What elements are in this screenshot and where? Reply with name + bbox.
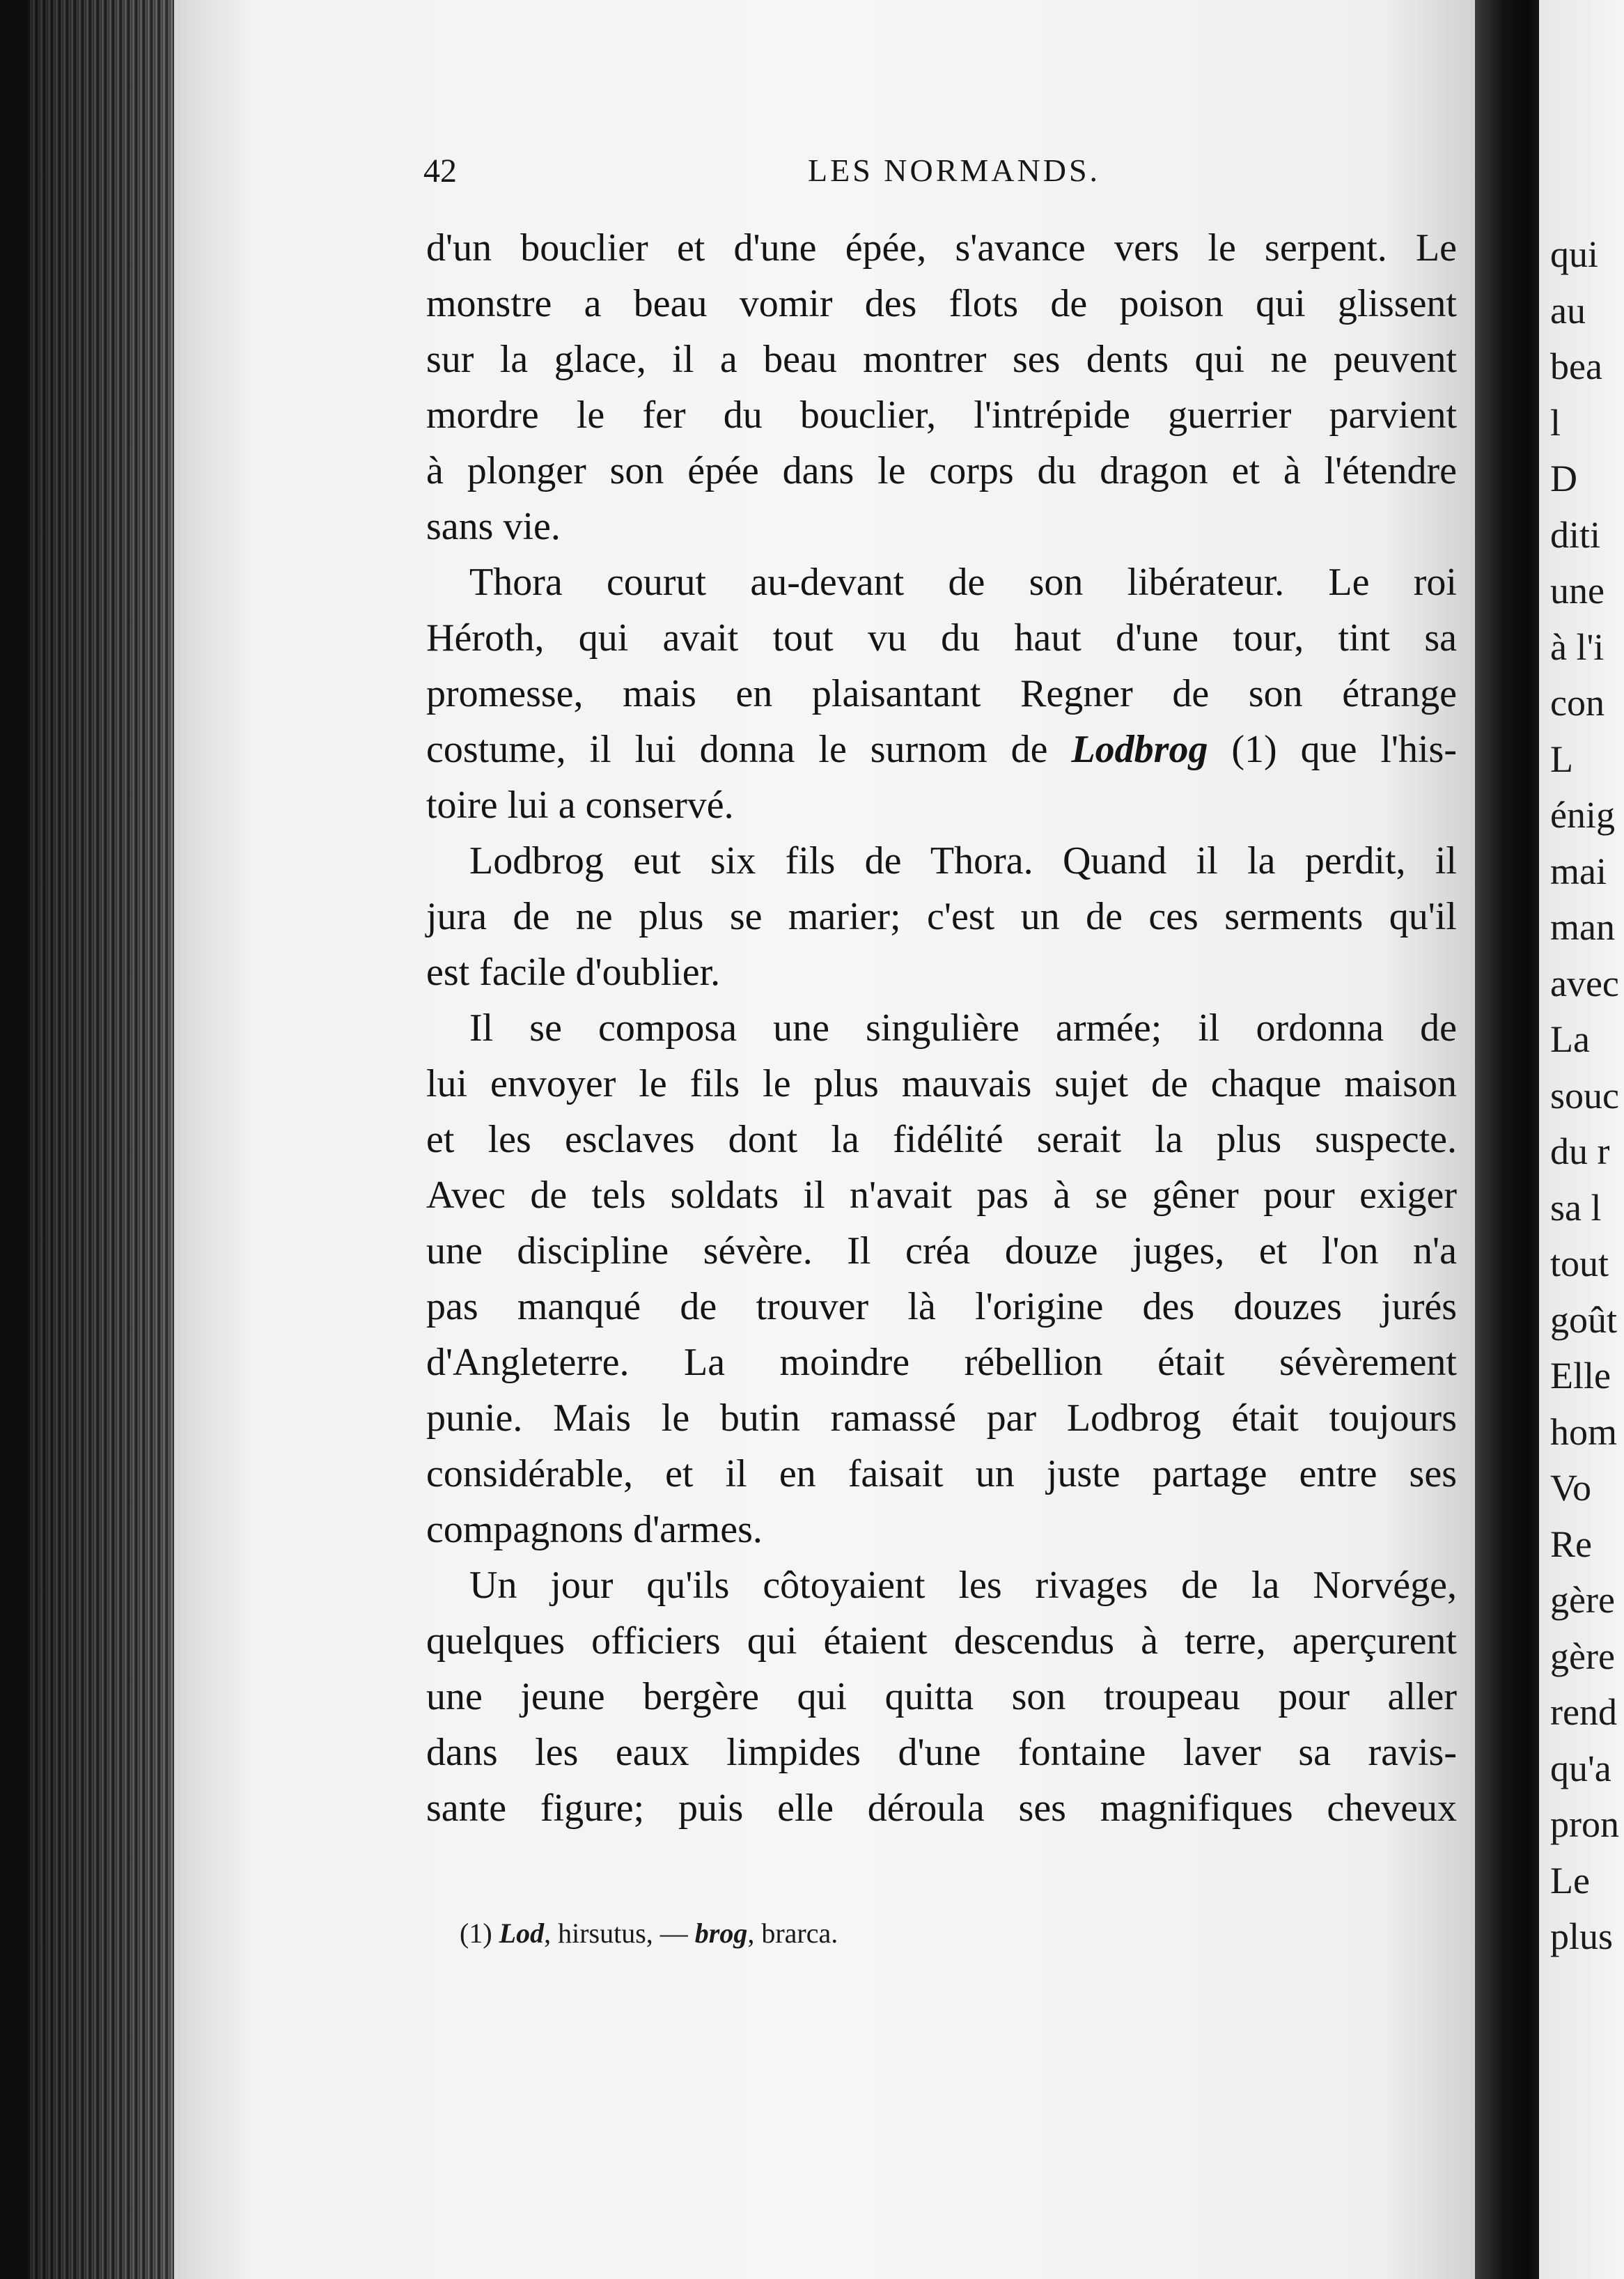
right-page-fragment: souc xyxy=(1550,1074,1619,1117)
text-line: quelques officiers qui étaient descendus à terre, aperçurent xyxy=(426,1619,1457,1663)
right-page-fragment: con xyxy=(1550,682,1605,724)
right-page-fragment: au xyxy=(1550,289,1586,332)
right-page-fragment: rend xyxy=(1550,1691,1617,1733)
text-line: une discipline sévère. Il créa douze juges, et l'on n'a xyxy=(426,1229,1457,1273)
text-line: considérable, et il en faisait un juste partage entre ses xyxy=(426,1452,1457,1495)
running-title: LES NORMANDS. xyxy=(808,153,1101,188)
right-page-fragment: La xyxy=(1550,1018,1590,1060)
text-line: et les esclaves dont la fidélité serait la plus suspecte. xyxy=(426,1118,1457,1161)
text-line: sur la glace, il a beau montrer ses dents qui ne peuvent xyxy=(426,338,1457,381)
footnote-marker: (1) xyxy=(460,1918,492,1949)
text-line: sans vie. xyxy=(426,505,561,548)
right-page-fragment: diti xyxy=(1550,513,1601,556)
text-line: promesse, mais en plaisantant Regner de son étrange xyxy=(426,672,1457,715)
right-page-fragment: Le xyxy=(1550,1859,1590,1901)
text-line: à plonger son épée dans le corps du dragon et à l'étendre xyxy=(426,449,1457,492)
text-line: dans les eaux limpides d'une fontaine laver sa ravis- xyxy=(426,1731,1457,1774)
text-line: compagnons d'armes. xyxy=(426,1508,763,1551)
right-page-fragment: man xyxy=(1550,906,1615,948)
text-line: une jeune bergère qui quitta son troupeau pour aller xyxy=(426,1675,1457,1718)
footnote-text: , brarca. xyxy=(747,1918,838,1949)
right-page-fragment: bea xyxy=(1550,345,1602,387)
right-page-fragment: gère xyxy=(1550,1579,1615,1621)
footnote-term: Lod xyxy=(499,1918,545,1949)
text-line: Avec de tels soldats il n'avait pas à se gêner pour exiger xyxy=(426,1174,1457,1217)
right-page-fragment: D xyxy=(1550,458,1577,499)
right-page-fragment: une xyxy=(1550,570,1605,612)
right-page-fragment: plus xyxy=(1550,1915,1614,1957)
text-line: d'un bouclier et d'une épée, s'avance vers le serpent. Le xyxy=(426,226,1457,270)
text-line xyxy=(426,727,1457,772)
right-page-fragment: hom xyxy=(1550,1410,1618,1453)
footnote-text: , hirsutus, — xyxy=(544,1918,695,1949)
text-line: Thora courut au-devant de son libérateur. Le roi xyxy=(469,561,1457,604)
right-page-fragment: mai xyxy=(1550,850,1607,892)
right-page-fragment: qu'a xyxy=(1550,1747,1611,1789)
text-line: est facile d'oublier. xyxy=(426,951,721,994)
footnote-term: brog xyxy=(694,1918,748,1949)
text-line: punie. Mais le butin ramassé par Lodbrog était toujours xyxy=(426,1397,1457,1440)
right-page-fragment: qui xyxy=(1550,233,1599,275)
text-line: pas manqué de trouver là l'origine des douzes jurés xyxy=(426,1285,1457,1328)
text-line: mordre le fer du bouclier, l'intrépide guerrier parvient xyxy=(426,394,1457,437)
right-page-fragment: sa l xyxy=(1550,1186,1602,1229)
footnote xyxy=(460,1917,838,1950)
right-page-fragment: énig xyxy=(1550,794,1615,836)
right-page-fragment: Re xyxy=(1550,1523,1592,1565)
text-line: monstre a beau vomir des flots de poison qui glissent xyxy=(426,282,1457,325)
right-page-fragment: gère xyxy=(1550,1635,1615,1677)
text-line: Il se composa une singulière armée; il ordonna de xyxy=(469,1006,1457,1050)
right-page-fragment: du r xyxy=(1550,1130,1610,1172)
page-number: 42 xyxy=(423,153,457,189)
right-page-fragment: Elle xyxy=(1550,1355,1611,1397)
right-page-fragment: tout xyxy=(1550,1243,1609,1284)
right-page-fragment: Vo xyxy=(1550,1467,1592,1509)
right-page-fragment: goût xyxy=(1550,1298,1618,1341)
text-line: toire lui a conservé. xyxy=(426,784,734,827)
right-page-fragment: l xyxy=(1550,401,1561,444)
text-line: d'Angleterre. La moindre rébellion était sévèrement xyxy=(426,1341,1457,1384)
text-line: sante figure; puis elle déroula ses magnifiques cheveux xyxy=(426,1787,1457,1830)
text-line: Un jour qu'ils côtoyaient les rivages de la Norvége, xyxy=(469,1564,1457,1607)
line-text: (1) que l'his- xyxy=(1208,728,1457,771)
right-page-fragment: avec xyxy=(1550,962,1619,1004)
line-text: costume, il lui donna le surnom de xyxy=(426,728,1072,771)
right-page-fragment: à l'i xyxy=(1550,625,1605,668)
right-page-fragment: L xyxy=(1550,738,1573,780)
italic-term: Lodbrog xyxy=(1071,728,1208,771)
right-page-fragment: pron xyxy=(1550,1803,1619,1845)
text-line: Lodbrog eut six fils de Thora. Quand il la perdit, il xyxy=(469,839,1457,882)
right-page xyxy=(1539,0,1624,2279)
text-line: lui envoyer le fils le plus mauvais sujet de chaque maison xyxy=(426,1062,1457,1105)
text-line: jura de ne plus se marier; c'est un de ces serments qu'il xyxy=(426,895,1457,938)
text-line: Héroth, qui avait tout vu du haut d'une tour, tint sa xyxy=(426,616,1457,660)
